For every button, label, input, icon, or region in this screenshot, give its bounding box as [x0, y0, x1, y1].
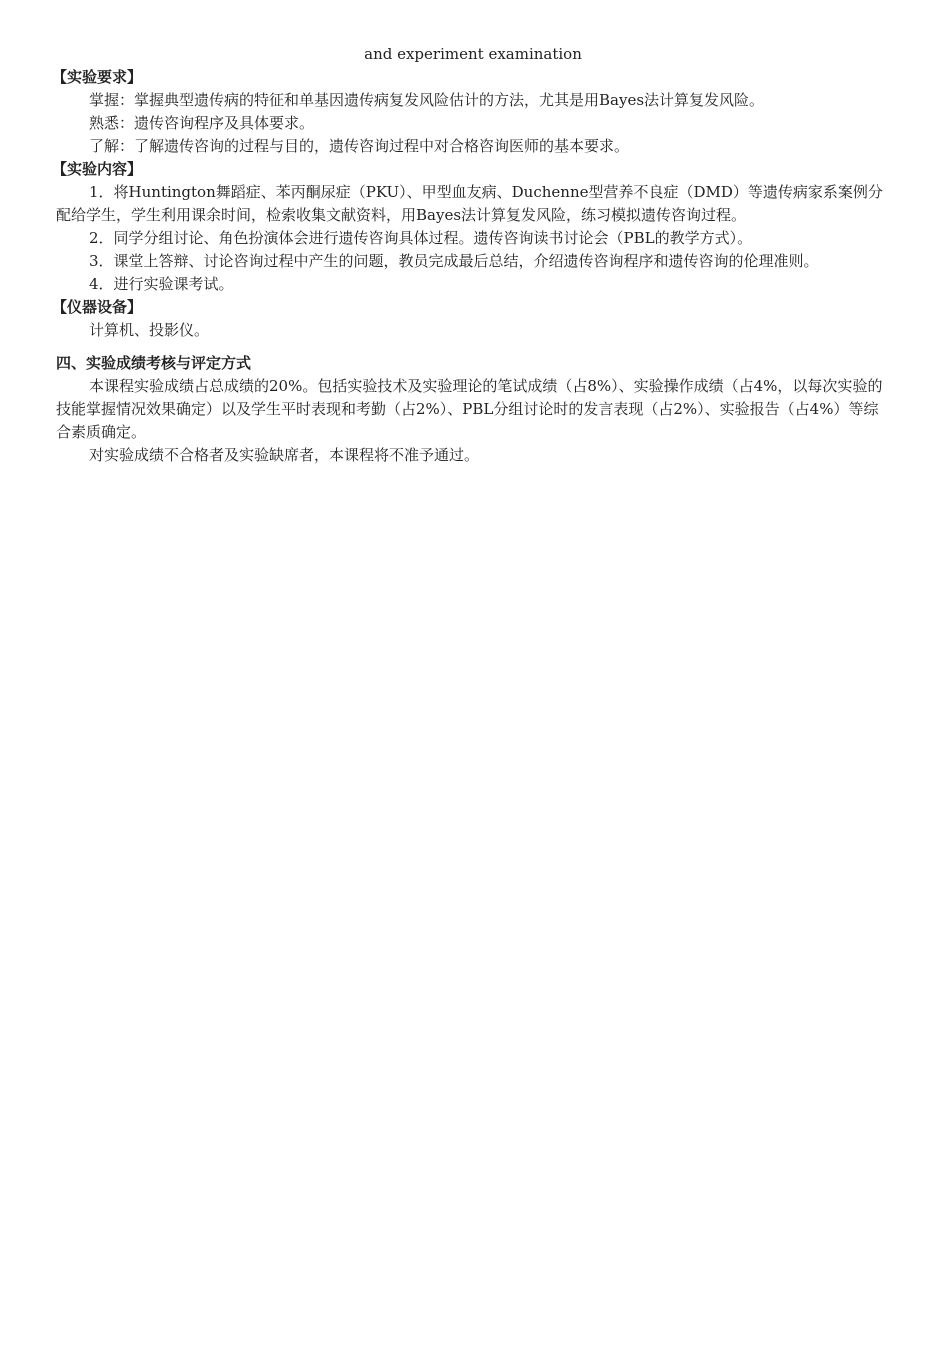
content-item-3: 3．课堂上答辩、讨论咨询过程中产生的问题，教员完成最后总结，介绍遗传咨询程序和遗传咨询的伦理准则。: [89, 252, 819, 270]
assessment-section: [56, 352, 890, 467]
assessment-heading: 四、实验成绩考核与评定方式: [56, 354, 252, 372]
requirement-master: 掌握：掌握典型遗传病的特征和单基因遗传病复发风险估计的方法，尤其是用Bayes法计算复发风险。: [89, 91, 765, 109]
requirement-familiar: 熟悉：遗传咨询程序及具体要求。: [89, 114, 315, 132]
content-heading: 【实验内容】: [52, 160, 143, 178]
content-item-4: 4．进行实验课考试。: [89, 275, 234, 293]
content-section: [52, 158, 890, 296]
equipment-section: [52, 296, 890, 342]
document-page: [52, 44, 890, 467]
requirements-heading: 【实验要求】: [52, 68, 143, 86]
top-caption: and experiment examination: [364, 45, 582, 63]
content-item-1: 1．将Huntington舞蹈症、苯丙酮尿症（PKU）、甲型血友病、Duchenne型营养不良症（DMD）等遗传病家系案例分配给学生，学生利用课余时间，检索收集文献资料，用Bayes法计算复发风险，练习模拟遗传咨询过程。: [56, 183, 883, 224]
requirements-section: [52, 66, 890, 158]
content-item-2: 2．同学分组讨论、角色扮演体会进行遗传咨询具体过程。遗传咨询读书讨论会（PBL的教学方式）。: [89, 229, 753, 247]
equipment-text: 计算机、投影仪。: [89, 321, 210, 339]
section-spacer: [56, 342, 890, 352]
assessment-paragraph-1: 本课程实验成绩占总成绩的20%。包括实验技术及实验理论的笔试成绩（占8%）、实验操作成绩（占4%，以每次实验的技能掌握情况效果确定）以及学生平时表现和考勤（占2%）、PBL分组讨论时的发言表现（占2%）、实验报告（占4%）等综合素质确定。: [56, 377, 883, 441]
requirement-understand: 了解：了解遗传咨询的过程与目的，遗传咨询过程中对合格咨询医师的基本要求。: [89, 137, 630, 155]
assessment-paragraph-2: 对实验成绩不合格者及实验缺席者，本课程将不准予通过。: [89, 446, 480, 464]
equipment-heading: 【仪器设备】: [52, 298, 143, 316]
